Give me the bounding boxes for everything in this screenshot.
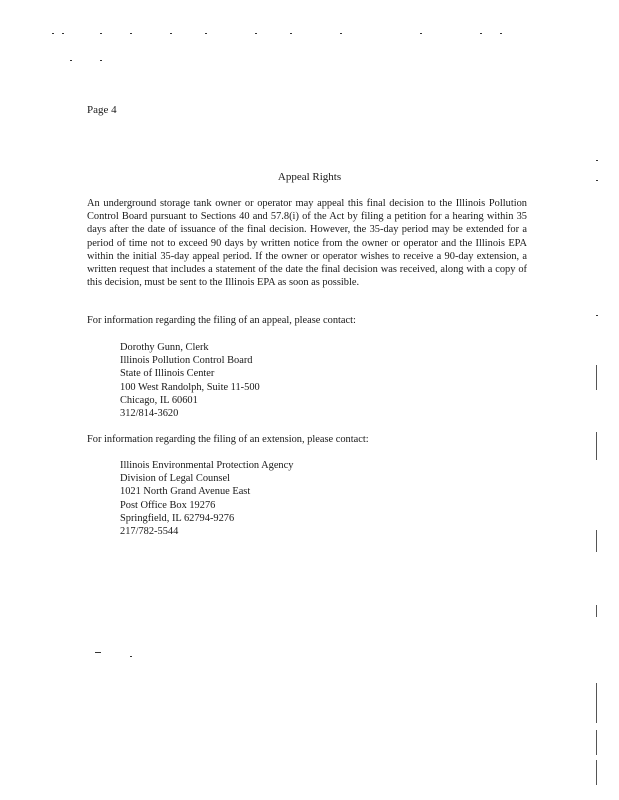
extension-contact-address: [120, 459, 293, 538]
page-number: Page 4: [87, 104, 117, 116]
address-line: 217/782-5544: [120, 526, 179, 538]
address-line: Chicago, IL 60601: [120, 394, 198, 406]
page-title: Appeal Rights: [277, 171, 342, 183]
address-line: Post Office Box 19276: [120, 499, 216, 511]
address-line: 100 West Randolph, Suite 11-500: [120, 381, 260, 393]
address-line: 1021 North Grand Avenue East: [120, 486, 251, 498]
appeal-contact-intro: For information regarding the filing of an appeal, please contact:: [87, 315, 356, 326]
address-line: Illinois Environmental Protection Agency: [120, 460, 294, 471]
extension-contact-intro: For information regarding the filing of an extension, please contact:: [87, 434, 369, 445]
address-line: 312/814-3620: [120, 408, 179, 420]
appeal-rights-paragraph: An underground storage tank owner or operator may appeal this final decision to the Illinois Pollution Control Board pursuant to Sections 40 and 57.8(i) of the Act by filing a petition for a hearing within 35 days after the date of issuance of the final decision. However, the 35-day period may be extended for a period of time not to exceed 90 days by written notice from the owner or operator and the Illinois EPA within the initial 35-day appeal period. If the owner or operator wishes to receive a 90-day extension, a written request that includes a statement of the date the final decision was received, along with a copy of this decision, must be sent to the Illinois EPA as soon as possible.: [87, 198, 527, 289]
address-line: Springfield, IL 62794-9276: [120, 512, 235, 524]
address-line: Dorothy Gunn, Clerk: [120, 342, 209, 353]
address-line: Illinois Pollution Control Board: [120, 355, 253, 367]
address-line: State of Illinois Center: [120, 368, 215, 380]
address-line: Division of Legal Counsel: [120, 473, 230, 485]
appeal-contact-address: [120, 341, 260, 420]
